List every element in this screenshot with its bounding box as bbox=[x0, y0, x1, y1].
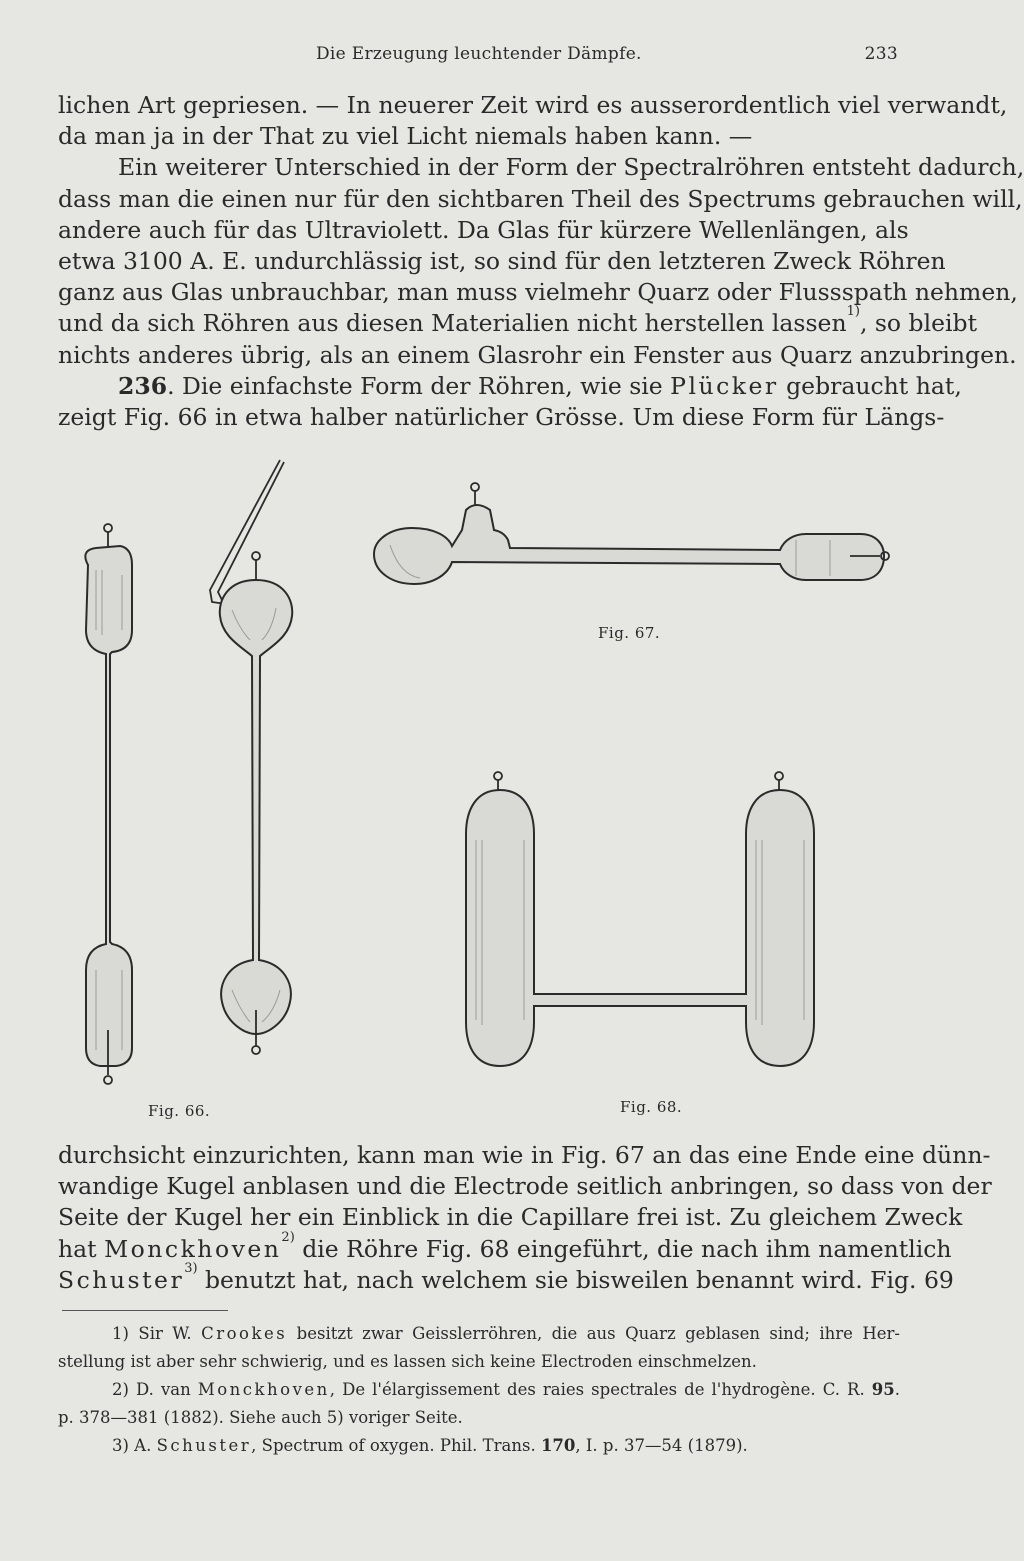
fig67-tube bbox=[374, 483, 889, 584]
author-name: Schuster bbox=[156, 1436, 252, 1455]
section-line bbox=[58, 371, 962, 402]
text-fragment: , I. p. 37—54 (1879). bbox=[575, 1436, 748, 1455]
footnote-ref: 1) bbox=[846, 304, 860, 320]
text-fragment: , De l'élargissement des raies spectrales de l'hydrogène. C. R. bbox=[329, 1380, 872, 1399]
author-name: Plücker bbox=[670, 371, 779, 400]
main-text-bottom bbox=[58, 1140, 992, 1296]
text-fragment: . bbox=[894, 1380, 900, 1399]
text-fragment: und da sich Röhren aus diesen Materialien nicht herstellen lassen bbox=[58, 309, 847, 338]
text-fragment: D. van bbox=[128, 1380, 198, 1399]
fig67-caption: Fig. 67. bbox=[598, 624, 661, 642]
volume-number: 170 bbox=[540, 1436, 576, 1455]
tube-illustrations bbox=[0, 450, 1000, 1130]
footnote-number: 2) bbox=[112, 1380, 129, 1399]
fig66-caption: Fig. 66. bbox=[148, 1102, 211, 1120]
author-name: Monckhoven bbox=[104, 1234, 282, 1263]
footnote-1-cont: stellung ist aber sehr schwierig, und es lassen sich keine Electroden einschmelzen. bbox=[58, 1352, 757, 1371]
text-line: wandige Kugel anblasen und die Electrode seitlich anbringen, so dass von der bbox=[58, 1172, 992, 1201]
text-line: da man ja in der That zu viel Licht niemals haben kann. — bbox=[58, 122, 753, 151]
fig68-tube bbox=[466, 772, 814, 1066]
text-line bbox=[58, 1260, 954, 1296]
footnote-ref: 2) bbox=[281, 1229, 295, 1245]
running-header bbox=[58, 44, 898, 74]
text-fragment: Sir W. bbox=[128, 1324, 202, 1343]
text-line: durchsicht einzurichten, kann man wie in Fig. 67 an das eine Ende eine dünn- bbox=[58, 1141, 991, 1169]
text-line: andere auch für das Ultraviolett. Da Glas für kürzere Wellenlängen, als bbox=[58, 215, 909, 244]
footnote-rule bbox=[62, 1310, 228, 1311]
running-title: Die Erzeugung leuchtender Dämpfe. bbox=[316, 44, 642, 64]
text-line bbox=[58, 304, 978, 339]
footnote-1 bbox=[58, 1320, 900, 1348]
text-fragment: . Die einfachste Form der Röhren, wie sie bbox=[167, 371, 671, 400]
text-fragment: , Spectrum of oxygen. Phil. Trans. bbox=[251, 1436, 541, 1455]
author-name: Crookes bbox=[201, 1324, 288, 1343]
text-fragment: A. bbox=[128, 1436, 157, 1455]
text-line: lichen Art gepriesen. — In neuerer Zeit wird es ausserordentlich viel verwandt, bbox=[58, 91, 1008, 119]
main-text-top bbox=[58, 90, 1024, 433]
text-fragment: besitzt zwar Geisslerröhren, die aus Quarz geblasen sind; ihre Her- bbox=[287, 1324, 900, 1343]
fig66-tube-bulbs bbox=[210, 460, 292, 1054]
footnote-2-cont: p. 378—381 (1882). Siehe auch 5) voriger Seite. bbox=[58, 1408, 463, 1427]
section-number: 236 bbox=[118, 371, 168, 400]
footnote-number: 1) bbox=[112, 1324, 129, 1343]
footnote-ref: 3) bbox=[184, 1260, 198, 1276]
figure-area bbox=[0, 450, 1000, 1130]
footnotes bbox=[58, 1320, 900, 1460]
text-line: zeigt Fig. 66 in etwa halber natürlicher Grösse. Um diese Form für Längs- bbox=[58, 402, 945, 431]
text-fragment: die Röhre Fig. 68 eingeführt, die nach ihm namentlich bbox=[294, 1234, 952, 1263]
text-line: nichts anderes übrig, als an einem Glasrohr ein Fenster aus Quarz anzubringen. bbox=[58, 340, 1017, 369]
text-fragment: benutzt hat, nach welchem sie bisweilen benannt wird. Fig. 69 bbox=[197, 1265, 954, 1294]
footnote-2 bbox=[58, 1376, 900, 1404]
text-line: Ein weiterer Unterschied in der Form der Spectralröhren entsteht dadurch, bbox=[118, 153, 1024, 182]
text-line: Seite der Kugel her ein Einblick in die Capillare frei ist. Zu gleichem Zweck bbox=[58, 1203, 963, 1232]
text-fragment: , so bleibt bbox=[859, 309, 978, 338]
fig66-tube-straight bbox=[85, 524, 132, 1084]
text-line: dass man die einen nur für den sichtbaren Theil des Spectrums gebrauchen will, bbox=[58, 184, 1023, 213]
volume-number: 95 bbox=[871, 1380, 895, 1399]
page-number: 233 bbox=[864, 44, 898, 64]
text-fragment: hat bbox=[58, 1234, 105, 1263]
text-line: ganz aus Glas unbrauchbar, man muss vielmehr Quarz oder Flussspath nehmen, bbox=[58, 278, 1018, 307]
author-name: Monckhoven bbox=[197, 1380, 330, 1399]
text-line: etwa 3100 A. E. undurchlässig ist, so sind für den letzteren Zweck Röhren bbox=[58, 246, 946, 275]
text-fragment: gebraucht hat, bbox=[778, 371, 962, 400]
footnote-number: 3) bbox=[112, 1436, 129, 1455]
author-name: Schuster bbox=[58, 1265, 185, 1294]
footnote-3 bbox=[58, 1432, 900, 1460]
fig68-caption: Fig. 68. bbox=[620, 1098, 683, 1116]
